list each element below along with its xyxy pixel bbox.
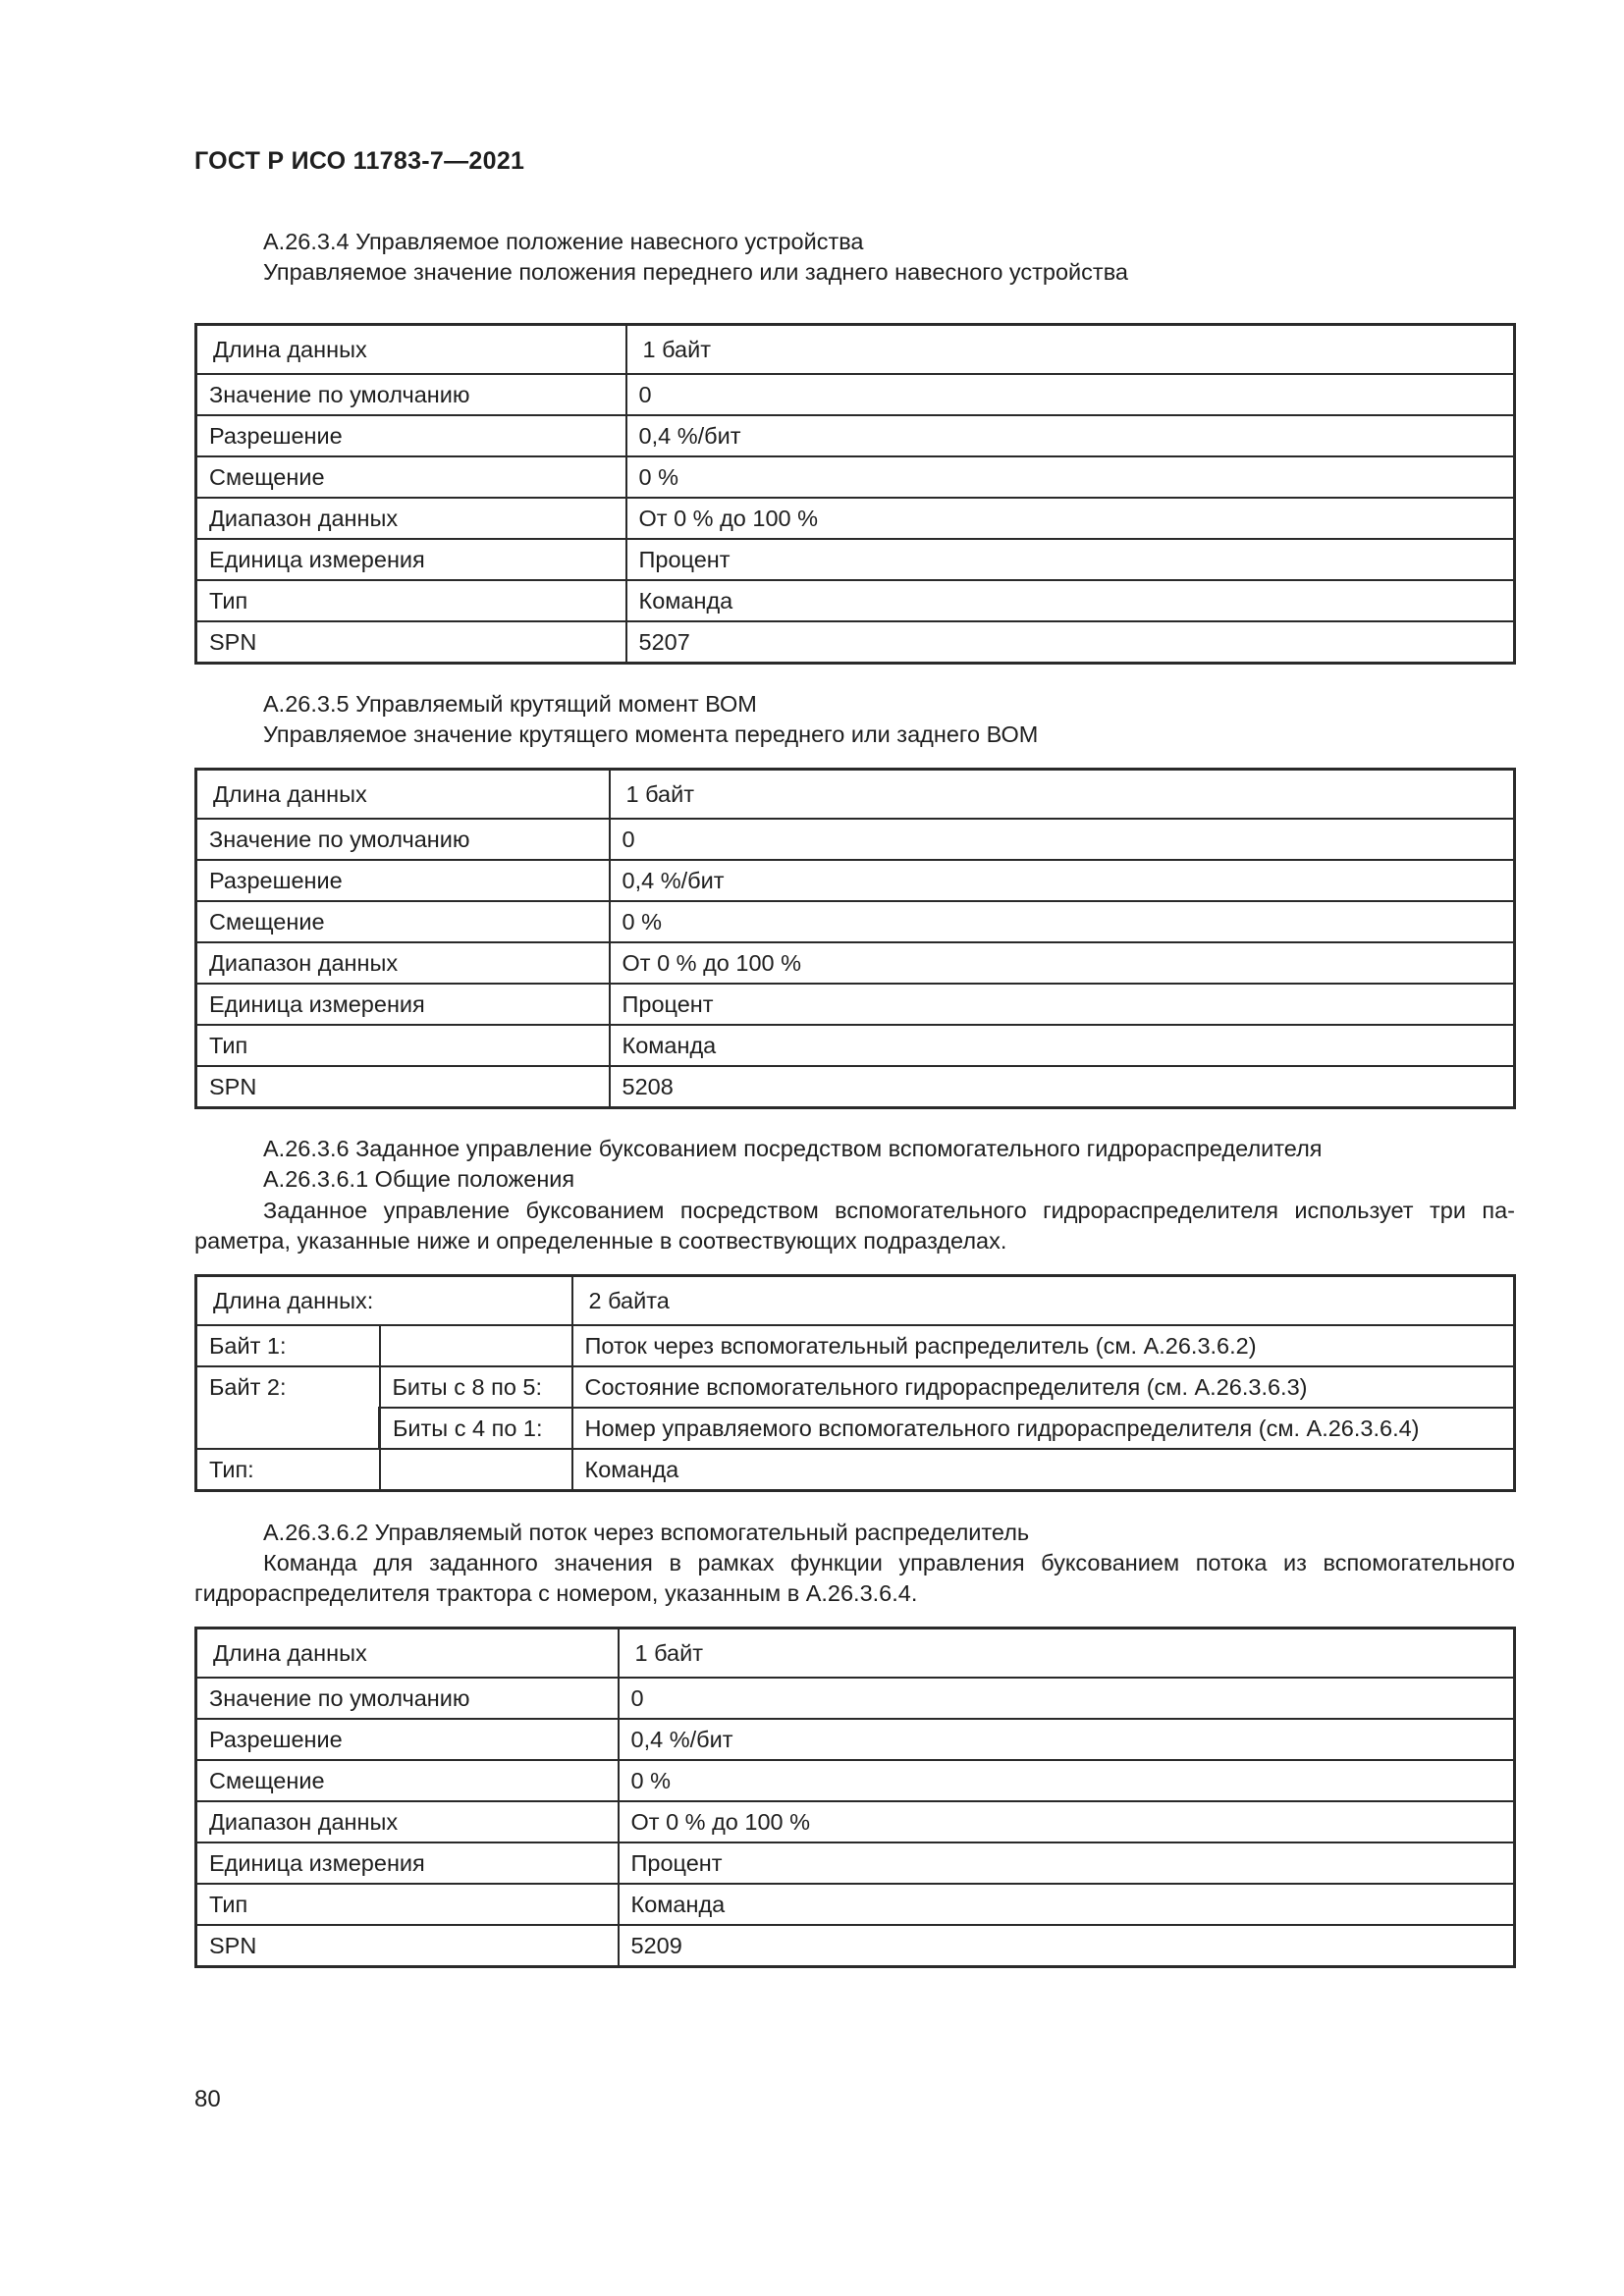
section-heading-a26-3-5: А.26.3.5 Управляемый крутящий момент ВОМ [263,691,757,717]
table-row [196,1066,1515,1108]
table-row [196,901,1515,942]
table-cell-label: Диапазон данных [196,942,610,984]
table-cell-label: Длина данных [196,1629,619,1679]
table-cell-value: Номер управляемого вспомогательного гидрораспределителя (см. А.26.3.6.4) [572,1408,1515,1449]
table-cell-label: Тип [196,1025,610,1066]
table-cell-value: 0 % [610,901,1515,942]
table-row [196,1025,1515,1066]
table-row [196,1629,1515,1679]
table-row [196,942,1515,984]
table-cell-label: Значение по умолчанию [196,819,610,860]
table-cell-value: 0 % [626,456,1515,498]
byte-layout-table [194,1274,1516,1492]
table-cell-label: Байт 2: [196,1366,380,1449]
table-cell-value: 0,4 %/бит [619,1719,1515,1760]
section-heading-a26-3-4: А.26.3.4 Управляемое положение навесного устройства [263,229,864,254]
table-cell-label: SPN [196,1066,610,1108]
table-cell-label: Разрешение [196,1719,619,1760]
table-row [196,580,1515,621]
table-cell-value: От 0 % до 100 % [619,1801,1515,1842]
table-cell-value: От 0 % до 100 % [610,942,1515,984]
table-cell-label: Тип [196,580,626,621]
table-row [196,1925,1515,1967]
table-cell-value: 0 [619,1678,1515,1719]
table-cell-label: Длина данных [196,770,610,820]
section-description-a26-3-6-1: Заданное управление буксованием посредством вспомогательного гидрораспределителя использует три па-раметра, указанные ниже и определенные в соотвествующих подразделах. [194,1198,1515,1254]
table-cell-value: 0 % [619,1760,1515,1801]
table-cell-label: SPN [196,1925,619,1967]
table-row [196,1276,1515,1326]
section-description-a26-3-5: Управляемое значение крутящего момента переднего или заднего ВОМ [263,721,1039,747]
table-cell-label: Единица измерения [196,1842,619,1884]
table-cell-label: Разрешение [196,415,626,456]
table-row [196,984,1515,1025]
table-cell-value: Состояние вспомогательного гидрораспределителя (см. А.26.3.6.3) [572,1366,1515,1408]
section-description-a26-3-6-2: Команда для заданного значения в рамках функции управления буксованием потока из вспомогательного гидрораспределителя трактора с номером, указанным в А.26.3.6.4. [194,1550,1515,1606]
table-cell-value: Процент [626,539,1515,580]
section-description-a26-3-4: Управляемое значение положения переднего или заднего навесного устройства [263,259,1128,285]
table-cell-value: 1 байт [626,325,1515,375]
table-cell-label: Смещение [196,901,610,942]
spec-table-a26-3-4 [194,323,1516,665]
table-row [196,1884,1515,1925]
table-cell-value: 5207 [626,621,1515,664]
table-cell-value: 0,4 %/бит [610,860,1515,901]
table-row [196,498,1515,539]
table-cell-value: Команда [619,1884,1515,1925]
table-cell-empty [380,1325,572,1366]
table-cell-value: 0 [610,819,1515,860]
table-cell-label: Биты с 4 по 1: [380,1408,572,1449]
table-cell-label: Смещение [196,456,626,498]
table-cell-value: Процент [610,984,1515,1025]
table-cell-label: Разрешение [196,860,610,901]
table-cell-value: Процент [619,1842,1515,1884]
page-number: 80 [194,2086,221,2112]
table-cell-label: Тип: [196,1449,380,1491]
table-cell-value: Поток через вспомогательный распределитель (см. А.26.3.6.2) [572,1325,1515,1366]
spec-table-a26-3-6-2 [194,1627,1516,1968]
table-row [196,860,1515,901]
table-row [196,456,1515,498]
table-cell-label: Тип [196,1884,619,1925]
document-header: ГОСТ Р ИСО 11783-7—2021 [194,147,525,175]
table-cell-label: Диапазон данных [196,1801,619,1842]
table-row [196,1760,1515,1801]
table-cell-value: 5208 [610,1066,1515,1108]
table-row [196,1801,1515,1842]
table-row [196,325,1515,375]
table-cell-empty [380,1449,572,1491]
table-cell-label: Единица измерения [196,984,610,1025]
table-row [196,1842,1515,1884]
table-cell-value: 5209 [619,1925,1515,1967]
table-row [196,1408,1515,1449]
table-cell-value: Команда [610,1025,1515,1066]
table-row [196,539,1515,580]
table-cell-label: Единица измерения [196,539,626,580]
table-row [196,621,1515,664]
table-cell-label: Диапазон данных [196,498,626,539]
spec-table-a26-3-5 [194,768,1516,1109]
table-row [196,1366,1515,1408]
table-cell-label: Значение по умолчанию [196,1678,619,1719]
table-row [196,1678,1515,1719]
table-row [196,1449,1515,1491]
table-row [196,1325,1515,1366]
table-cell-label: SPN [196,621,626,664]
table-cell-label: Длина данных: [196,1276,572,1326]
table-row [196,415,1515,456]
table-cell-value: 1 байт [619,1629,1515,1679]
section-heading-a26-3-6-2: А.26.3.6.2 Управляемый поток через вспомогательный распределитель [263,1520,1030,1545]
table-cell-value: Команда [626,580,1515,621]
table-cell-value: 0 [626,374,1515,415]
table-cell-value: От 0 % до 100 % [626,498,1515,539]
section-heading-a26-3-6: А.26.3.6 Заданное управление буксованием посредством вспомогательного гидрораспределителя [263,1136,1323,1161]
table-row [196,1719,1515,1760]
table-row [196,374,1515,415]
table-cell-label: Байт 1: [196,1325,380,1366]
table-cell-label: Смещение [196,1760,619,1801]
table-row [196,770,1515,820]
table-cell-value: 1 байт [610,770,1515,820]
table-cell-value: 0,4 %/бит [626,415,1515,456]
section-subheading-a26-3-6-1: А.26.3.6.1 Общие положения [263,1166,575,1192]
table-cell-value: Команда [572,1449,1515,1491]
table-row [196,819,1515,860]
table-cell-label: Значение по умолчанию [196,374,626,415]
table-cell-label: Длина данных [196,325,626,375]
table-cell-label: Биты с 8 по 5: [380,1366,572,1408]
table-cell-value: 2 байта [572,1276,1515,1326]
